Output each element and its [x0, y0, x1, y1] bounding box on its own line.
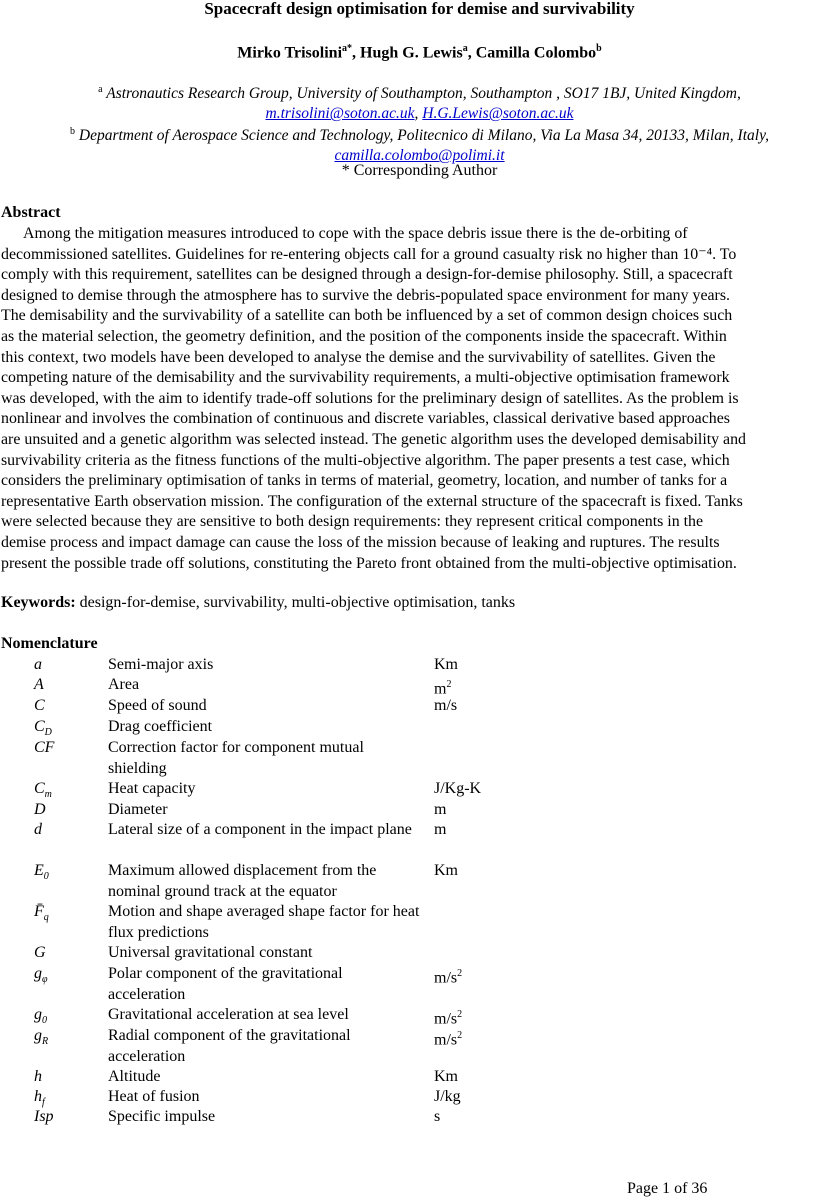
- nomenclature-symbol: [34, 800, 46, 821]
- nomenclature-unit: [434, 1026, 462, 1051]
- nomenclature-description: Specific impulse: [108, 1108, 216, 1125]
- nomenclature-unit: [434, 696, 457, 717]
- symbol-base: E: [34, 862, 44, 879]
- author-list: Mirko Trisolini$^{a*}$, Hugh G. Lewis$^a$, Camilla Colombo$^b$: [237, 43, 602, 62]
- nomenclature-description: Area: [108, 676, 140, 693]
- affil-text: Department of Aerospace Science and Technology, Politecnico di Milano, Via La Masa 34, 20133, Milan, Italy,: [78, 127, 769, 145]
- symbol-subscript: 0: [42, 1015, 47, 1027]
- nomenclature-unit: [434, 861, 458, 882]
- nomenclature-symbol: [34, 1107, 54, 1128]
- corresponding-author: * Corresponding Author: [341, 162, 498, 179]
- nomenclature-unit: [434, 800, 446, 821]
- nomenclature-unit: [434, 1067, 458, 1088]
- nomenclature-unit: [434, 779, 481, 800]
- symbol-subscript: q: [43, 912, 49, 924]
- page-number: Page 1 of 36: [627, 1180, 708, 1197]
- author-affil-mark: a: [462, 43, 468, 54]
- nomenclature-unit: [434, 1087, 461, 1108]
- symbol-base: g: [34, 1027, 42, 1044]
- email-link[interactable]: m.trisolini@soton.ac.uk: [265, 105, 415, 123]
- symbol-base: g: [34, 965, 42, 982]
- affil-mark: b: [70, 126, 76, 137]
- symbol-base: C: [34, 780, 45, 797]
- affiliation-b: [0, 122, 839, 166]
- symbol-base: h: [34, 1088, 42, 1105]
- nomenclature-symbol: [34, 964, 48, 991]
- affil-text: Astronautics Research Group, University of Southampton, Southampton , SO17 1BJ, United Kingdom,: [106, 85, 741, 103]
- nomenclature-unit: [434, 655, 458, 676]
- unit-base: Km: [434, 862, 458, 879]
- nomenclature-symbol: [34, 738, 54, 759]
- nomenclature-description: Semi-major axis: [108, 656, 214, 673]
- nomenclature-symbol: [34, 1026, 48, 1053]
- abstract-text: Among the mitigation measures introduced to cope with the space debris issue there is the de-orbiting of decommissioned satellites. Guidelines for re-entering objects call for a ground casualty risk no higher than 10⁻⁴. To comply with this requirement, satellites can be designed through a design-for-demise philosophy. Still, a spacecraft designed to demise through the atmosphere has to survive the debris-populated space environment for many years. The demisability and the survivability of a satellite can both be influenced by a set of common design choices such as the material selection, the geometry definition, and the position of the components inside the spacecraft. Within this context, two models have been developed to analyse the demise and the survivability of satellites. Given the competing nature of the demisability and the survivability requirements, a multi-objective optimisation framework was developed, with the aim to identify trade-off solutions for the preliminary design of satellites. As the problem is nonlinear and involves the combination of continuous and discrete variables, classical derivative based approaches are unsuited and a genetic algorithm was selected instead. The genetic algorithm uses the developed demisability and survivability criteria as the fitness functions of the multi-objective algorithm. The paper presents a test case, which considers the preliminary optimisation of tanks in terms of material, geometry, location, and number of tanks for a representative Earth observation mission. The configuration of the external structure of the spacecraft is fixed. Tanks were selected because they are sensitive to both design requirements: they represent critical components in the demise process and impact damage can cause the loss of the mission because of leaking and ruptures. The results present the possible trade off solutions, constituting the Pareto front obtained from the multi-objective optimisation.: [1, 225, 747, 572]
- keywords: [1, 594, 515, 612]
- abstract-heading: Abstract: [1, 204, 61, 221]
- nomenclature-symbol: [34, 902, 49, 929]
- symbol-base: G: [34, 944, 46, 961]
- symbol-subscript: R: [42, 1036, 49, 1048]
- symbol-base: h: [34, 1068, 42, 1085]
- symbol-base: A: [34, 676, 44, 693]
- nomenclature-symbol: [34, 675, 44, 696]
- unit-base: m: [434, 821, 447, 838]
- nomenclature-description: Altitude: [108, 1068, 161, 1085]
- nomenclature-description: Correction factor for component mutual shielding: [108, 739, 364, 777]
- nomenclature-description: Heat of fusion: [108, 1088, 200, 1105]
- nomenclature-description: Maximum allowed displacement from the nominal ground track at the equator: [108, 862, 377, 900]
- unit-base: m/s: [434, 1010, 458, 1028]
- nomenclature-unit: [434, 1107, 440, 1128]
- nomenclature-symbol: [34, 820, 42, 841]
- symbol-subscript: D: [44, 727, 52, 739]
- email-link[interactable]: camilla.colombo@polimi.it: [334, 147, 505, 165]
- unit-base: m: [434, 680, 447, 698]
- symbol-base: C: [34, 697, 45, 714]
- symbol-subscript: 0: [43, 871, 49, 883]
- nomenclature-symbol: [34, 1067, 42, 1088]
- nomenclature-description: Universal gravitational constant: [108, 944, 313, 961]
- nomenclature-description: Radial component of the gravitational acceleration: [108, 1027, 351, 1065]
- nomenclature-description: Polar component of the gravitational acceleration: [108, 965, 343, 1003]
- affil-mark: a: [98, 84, 103, 95]
- symbol-base: a: [34, 656, 42, 673]
- author-name: Camilla Colombo: [475, 44, 597, 62]
- symbol-base: F̄: [34, 903, 44, 920]
- paper-title: Spacecraft design optimisation for demise and survivability: [204, 0, 635, 18]
- nomenclature-description: Diameter: [108, 801, 168, 818]
- symbol-subscript: f: [42, 1097, 45, 1109]
- symbol-subscript: φ: [42, 974, 48, 986]
- symbol-base: C: [34, 718, 45, 735]
- unit-base: m/s: [434, 1031, 458, 1049]
- nomenclature-symbol: [34, 696, 45, 717]
- unit-superscript: 2: [457, 1009, 463, 1020]
- symbol-base: CF: [34, 739, 55, 756]
- nomenclature-symbol: [34, 655, 42, 676]
- nomenclature-description: Motion and shape averaged shape factor for heat flux predictions: [108, 903, 420, 941]
- keywords-text: design-for-demise, survivability, multi-objective optimisation, tanks: [75, 594, 516, 611]
- unit-base: Km: [434, 656, 458, 673]
- nomenclature-description: Lateral size of a component in the impact plane: [108, 821, 412, 838]
- unit-superscript: 2: [446, 679, 452, 690]
- nomenclature-symbol: [34, 943, 46, 964]
- email-link[interactable]: H.G.Lewis@soton.ac.uk: [422, 105, 574, 123]
- unit-base: m/s: [434, 697, 458, 714]
- unit-base: m/s: [434, 969, 458, 987]
- unit-base: s: [434, 1108, 441, 1125]
- symbol-subscript: m: [44, 789, 52, 801]
- nomenclature-symbol: [34, 861, 49, 888]
- symbol-base: Isp: [34, 1108, 54, 1125]
- keywords-label: Keywords:: [1, 594, 76, 611]
- nomenclature-unit: [434, 820, 446, 841]
- author-affil-mark: a*: [342, 43, 353, 54]
- unit-base: Km: [434, 1068, 458, 1085]
- unit-base: J/Kg-K: [434, 780, 482, 797]
- symbol-base: d: [34, 821, 42, 838]
- nomenclature-heading: Nomenclature: [1, 635, 98, 652]
- unit-superscript: 2: [457, 968, 463, 979]
- author-name: Hugh G. Lewis: [360, 44, 463, 62]
- nomenclature-unit: [434, 964, 462, 989]
- unit-base: m: [434, 801, 447, 818]
- symbol-base: g: [34, 1006, 42, 1023]
- unit-superscript: 2: [457, 1030, 463, 1041]
- nomenclature-description: Gravitational acceleration at sea level: [108, 1006, 349, 1023]
- nomenclature-description: Speed of sound: [108, 697, 207, 714]
- author-affil-mark: b: [596, 43, 602, 54]
- affiliation-a: $^a$ Astronautics Research Group, University of Southampton, Southampton , SO17 1BJ, United Kingdom, m.trisolini@soton.ac.uk, H.G.Lewis@soton.ac.uk: [98, 84, 741, 123]
- author-name: Mirko Trisolini: [237, 44, 343, 62]
- unit-base: J/kg: [434, 1088, 461, 1105]
- symbol-base: D: [34, 801, 46, 818]
- nomenclature-description: Drag coefficient: [108, 718, 213, 735]
- nomenclature-description: Heat capacity: [108, 780, 196, 797]
